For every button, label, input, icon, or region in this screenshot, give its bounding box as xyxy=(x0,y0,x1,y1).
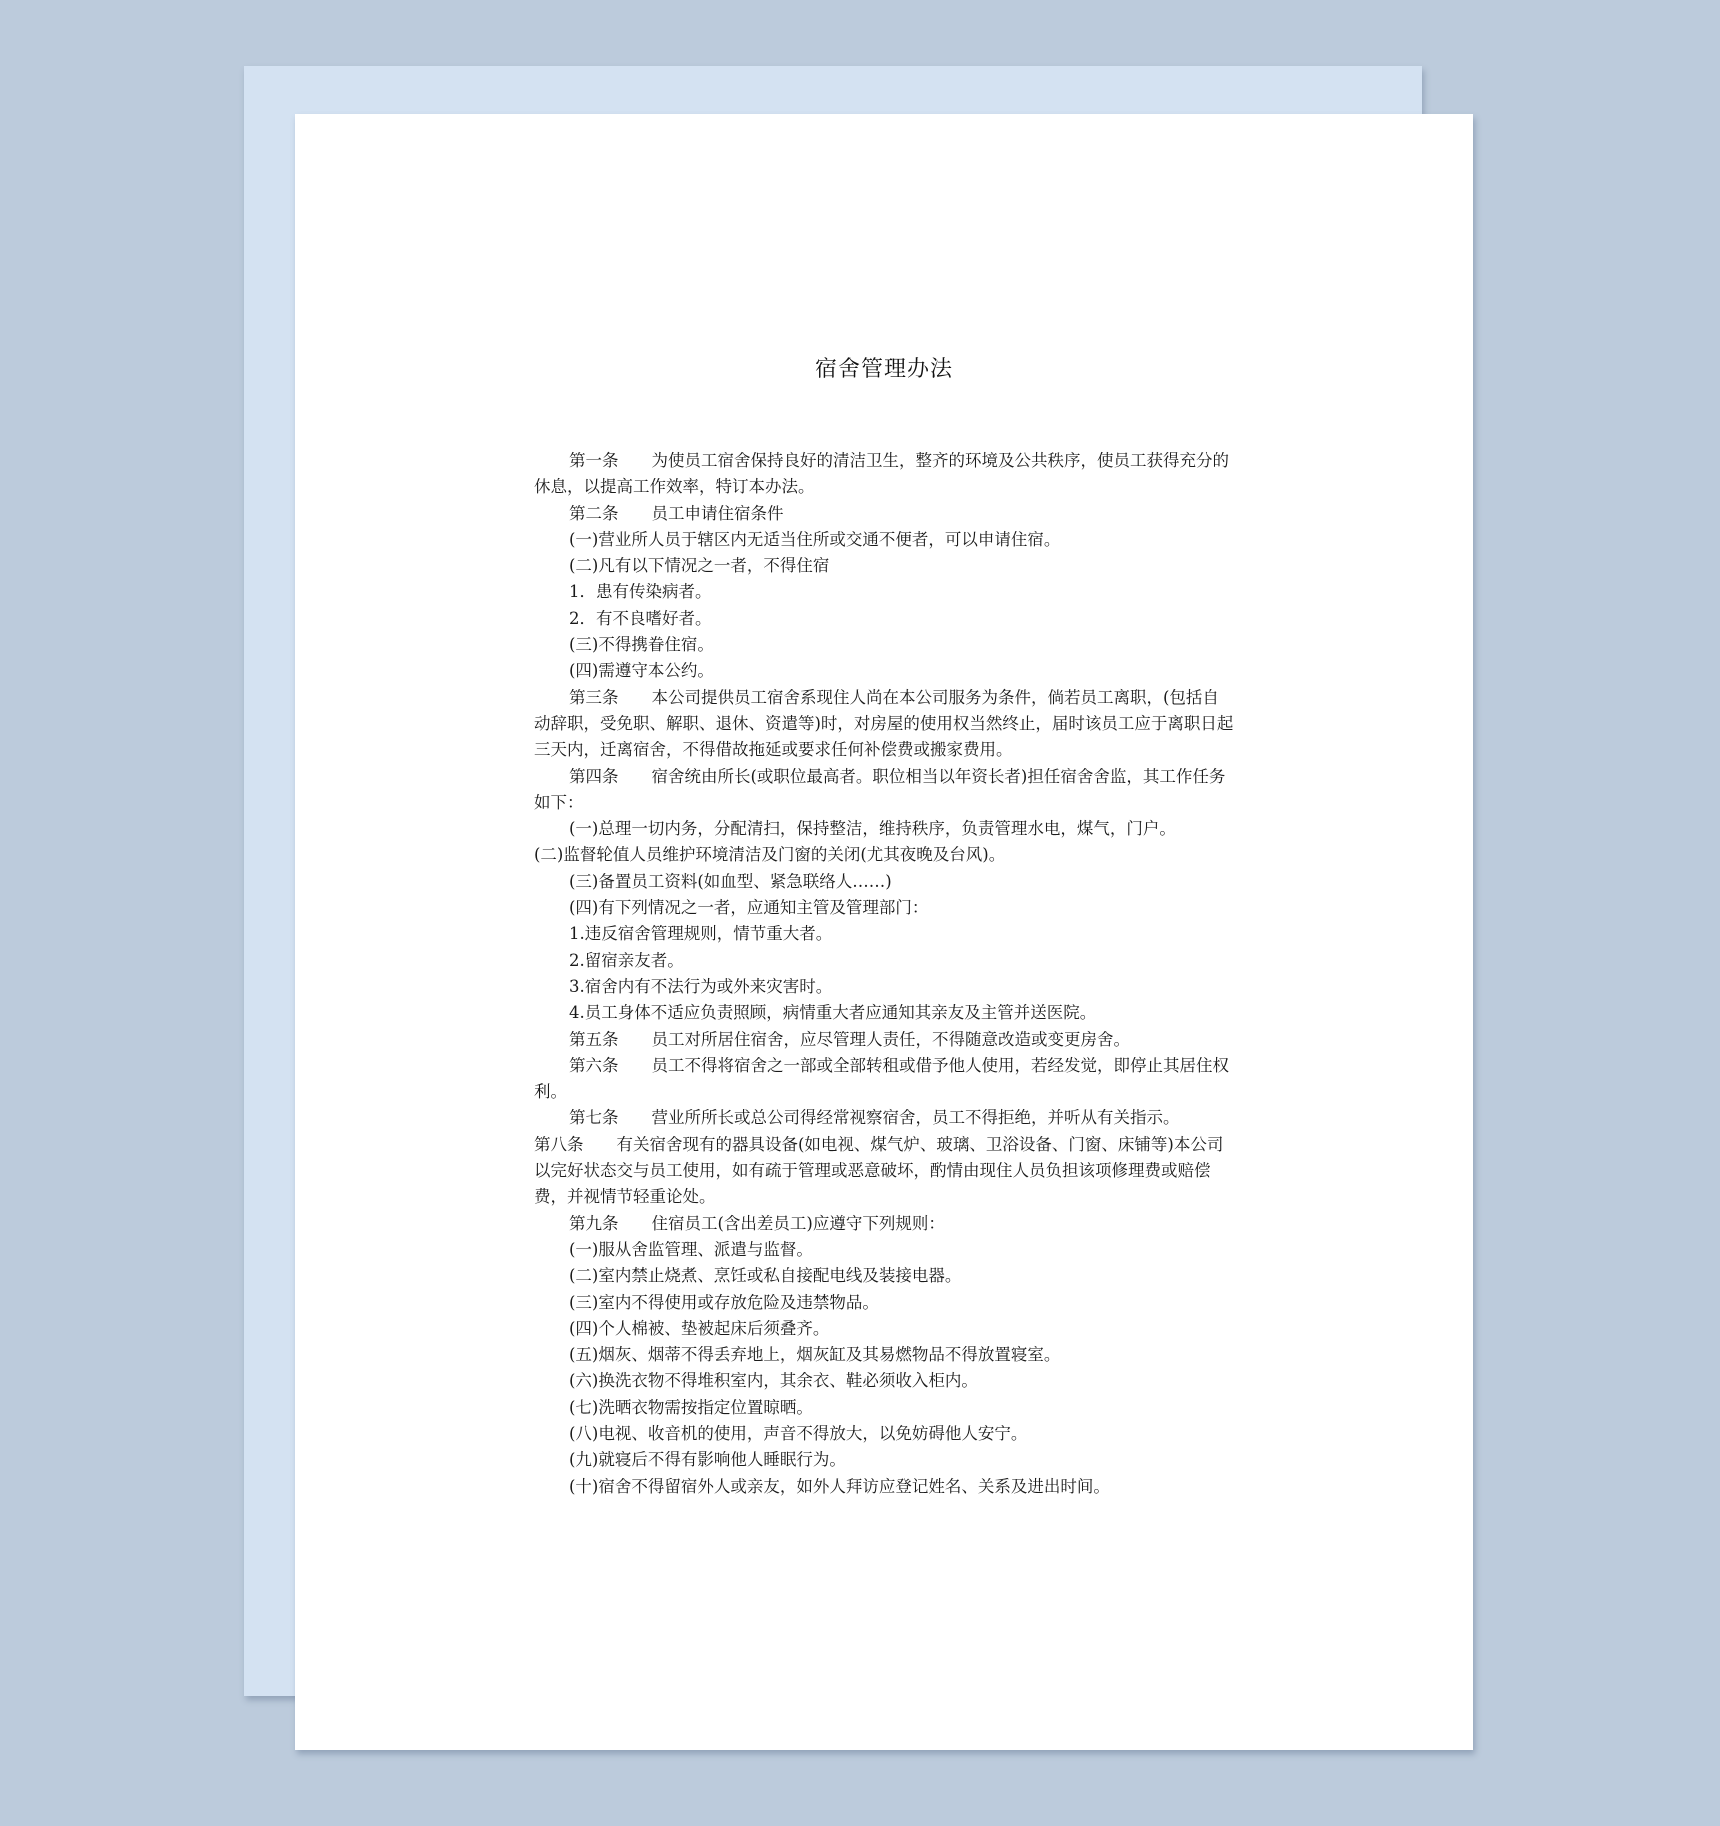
document-paragraph: 第四条 宿舍统由所长(或职位最高者。职位相当以年资长者)担任宿舍舍监，其工作任务如下： xyxy=(534,766,1226,812)
document-title: 宿舍管理办法 xyxy=(814,357,953,382)
document-paragraph: (二)室内禁止烧煮、烹饪或私自接配电线及装接电器。 xyxy=(569,1266,962,1286)
document-paragraph: (三)备置员工资料(如血型、紧急联络人……) xyxy=(569,871,892,891)
document-paragraph: 3.宿舍内有不法行为或外来灾害时。 xyxy=(569,976,833,996)
document-body xyxy=(534,448,1234,1500)
document-paragraph: (一)总理一切内务，分配清扫，保持整洁，维持秩序，负责管理水电，煤气，门户。 xyxy=(569,819,1176,839)
document-paragraph: 第八条 有关宿舍现有的器具设备(如电视、煤气炉、玻璃、卫浴设备、门窗、床铺等)本公司以完好状态交与员工使用，如有疏于管理或恶意破坏，酌情由现住人员负担该项修理费或赔偿费，并视情节轻重论处。 xyxy=(534,1134,1224,1207)
document-paragraph: (五)烟灰、烟蒂不得丢弃地上，烟灰缸及其易燃物品不得放置寝室。 xyxy=(569,1345,1061,1365)
document-paragraph: (二)监督轮值人员维护环境清洁及门窗的关闭(尤其夜晚及台风)。 xyxy=(534,845,1006,865)
document-paragraph: (三)不得携眷住宿。 xyxy=(569,635,714,655)
document-paragraph: 第五条 员工对所居住宿舍，应尽管理人责任，不得随意改造或变更房舍。 xyxy=(569,1029,1130,1049)
document-paragraph: (四)需遵守本公约。 xyxy=(569,661,714,681)
document-paragraph: 第六条 员工不得将宿舍之一部或全部转租或借予他人使用，若经发觉，即停止其居住权利。 xyxy=(534,1055,1229,1102)
document-paragraph: 4.员工身体不适应负责照顾，病情重大者应通知其亲友及主管并送医院。 xyxy=(569,1003,1097,1023)
document-paragraph: 第二条 员工申请住宿条件 xyxy=(569,503,784,523)
document-paragraph: (六)换洗衣物不得堆积室内，其余衣、鞋必须收入柜内。 xyxy=(569,1371,978,1391)
document-page xyxy=(295,114,1473,1750)
document-paragraph: (三)室内不得使用或存放危险及违禁物品。 xyxy=(569,1292,879,1312)
document-paragraph: (四)个人棉被、垫被起床后须叠齐。 xyxy=(569,1318,830,1338)
document-paragraph: 第九条 住宿员工(含出差员工)应遵守下列规则： xyxy=(569,1213,945,1233)
document-paragraph: 第三条 本公司提供员工宿舍系现住人尚在本公司服务为条件，倘若员工离职，(包括自动辞职，受免职、解职、退休、资遣等)时，对房屋的使用权当然终止，届时该员工应于离职日起三天内，迁离宿舍，不得借故拖延或要求任何补偿费或搬家费用。 xyxy=(534,687,1234,760)
document-paragraph: (八)电视、收音机的使用，声音不得放大，以免妨碍他人安宁。 xyxy=(569,1423,1028,1443)
document-paragraph: (九)就寝后不得有影响他人睡眠行为。 xyxy=(569,1450,846,1470)
document-paragraph: 2.留宿亲友者。 xyxy=(569,950,684,970)
document-paragraph: (一)营业所人员于辖区内无适当住所或交通不便者，可以申请住宿。 xyxy=(569,529,1061,549)
document-paragraph: 1．患有传染病者。 xyxy=(569,582,712,602)
document-paragraph: 1.违反宿舍管理规则，情节重大者。 xyxy=(569,924,833,944)
document-paragraph: (四)有下列情况之一者，应通知主管及管理部门： xyxy=(569,898,929,918)
document-paragraph: 2．有不良嗜好者。 xyxy=(569,608,712,628)
document-paragraph: (二)凡有以下情况之一者，不得住宿 xyxy=(569,556,830,576)
document-paragraph: (十)宿舍不得留宿外人或亲友，如外人拜访应登记姓名、关系及进出时间。 xyxy=(569,1476,1110,1496)
document-paragraph: (七)洗晒衣物需按指定位置晾晒。 xyxy=(569,1397,813,1417)
document-paragraph: 第一条 为使员工宿舍保持良好的清洁卫生，整齐的环境及公共秩序，使员工获得充分的休息，以提高工作效率，特订本办法。 xyxy=(534,451,1229,497)
document-paragraph: (一)服从舍监管理、派遣与监督。 xyxy=(569,1239,813,1259)
document-paragraph: 第七条 营业所所长或总公司得经常视察宿舍，员工不得拒绝，并听从有关指示。 xyxy=(569,1108,1180,1128)
